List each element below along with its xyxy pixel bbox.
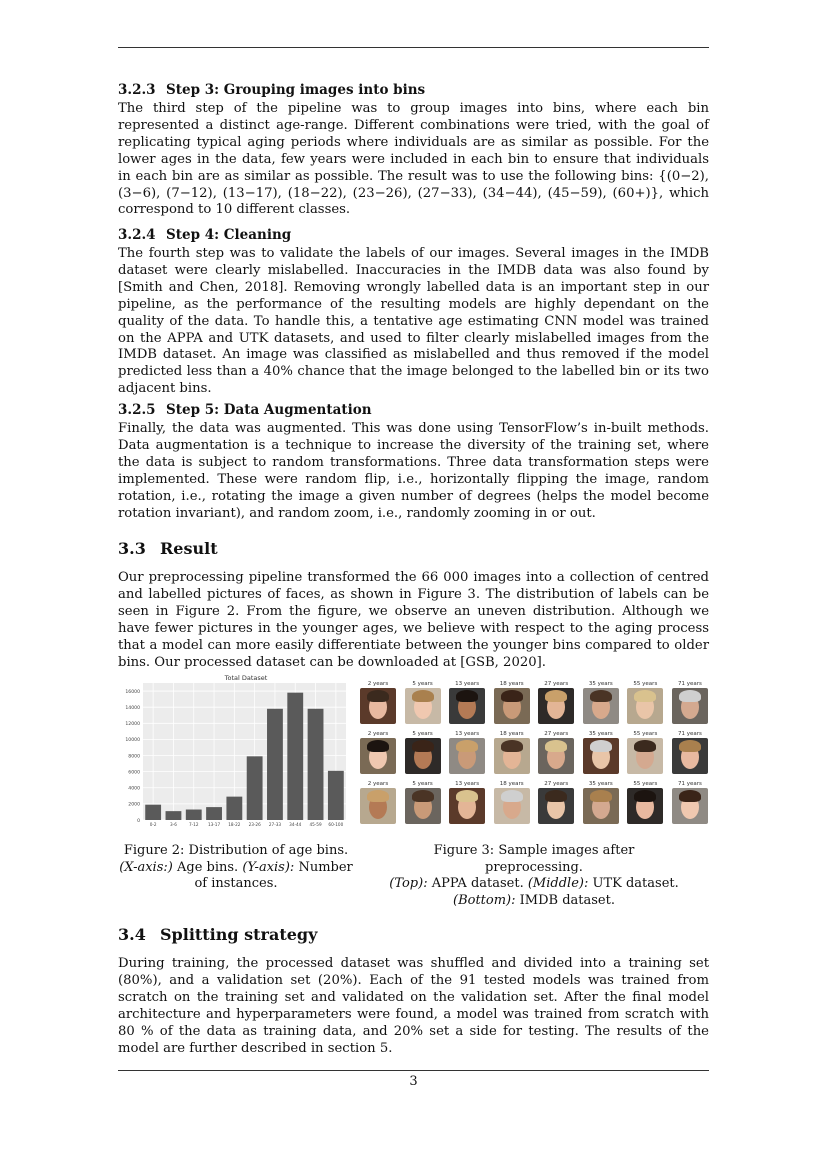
face-sample <box>536 730 576 778</box>
face-sample <box>447 780 487 828</box>
x-tick-label: 34-44 <box>289 822 302 827</box>
section-3-3 <box>118 539 709 671</box>
face-image <box>449 738 485 774</box>
face-image <box>494 738 530 774</box>
section-heading: 3.3 Result <box>118 539 218 558</box>
face-age-label: 35 years <box>588 681 613 687</box>
x-tick-label: 23-26 <box>248 822 261 827</box>
bar <box>287 693 303 820</box>
section-paragraph: The fourth step was to validate the labels of our images. Several images in the IMDB dataset were clearly mislabelled. Inaccuracies in the IMDB data was also found by [Smith and Chen, 2018]. Removing wrongly labelled data is an important step in our pipeline, as the performance of the resulting models are highly dependant on the quality of the data. To handle this, a tentative age estimating CNN model was trained on the APPA and UTK datasets, and used to filter clearly mislabelled images from the IMDB dataset. An image was classified as mislabelled and thus removed if the model predicted less than a 40% chance that the image belonged to the labelled bin or its two adjacent bins. <box>118 246 709 397</box>
face-age-label: 5 years <box>412 781 433 787</box>
face-sample <box>670 680 710 728</box>
face-sample <box>492 680 532 728</box>
face-image <box>405 688 441 724</box>
face-image <box>538 688 574 724</box>
section-3-2-3 <box>118 82 709 219</box>
figure-3-caption: Figure 3: Sample images after preprocessing. (Top): APPA dataset. (Middle): UTK dataset. (Bottom): IMDB dataset. <box>389 843 679 908</box>
face-image <box>405 738 441 774</box>
section-3-4 <box>118 925 709 1057</box>
face-image <box>583 738 619 774</box>
hair-shape <box>367 690 389 702</box>
face-sample <box>403 730 443 778</box>
hair-shape <box>501 690 523 702</box>
face-row <box>358 680 710 728</box>
x-tick-label: 45-59 <box>309 822 322 827</box>
y-tick-label: 8000 <box>128 754 140 760</box>
footer-rule <box>118 1070 709 1071</box>
face-age-label: 2 years <box>367 781 389 787</box>
section-heading: 3.4 Splitting strategy <box>118 925 318 944</box>
y-tick-label: 16000 <box>125 689 140 695</box>
face-image <box>672 688 708 724</box>
face-sample <box>581 730 621 778</box>
face-age-label: 2 years <box>367 681 389 687</box>
section-paragraph: The third step of the pipeline was to group images into bins, where each bin represented a distinct age-range. Different combinations were tried, with the goal of replicating typical aging periods where individuals are as similar as possible. For the lower ages in the data, few years were included in each bin to ensure that individuals in each bin are as similar as possible. The result was to use the following bins: {(0−2), (3−6), (7−12), (13−17), (18−22), (23−26), (27−33), (34−44), (45−59), (60+)}, which correspond to 10 different classes. <box>118 101 709 218</box>
bar <box>247 756 263 820</box>
face-age-label: 71 years <box>677 731 702 737</box>
page-number: 3 <box>409 1074 418 1089</box>
face-image <box>538 738 574 774</box>
face-image <box>405 788 441 824</box>
hair-shape <box>545 790 567 802</box>
face-sample <box>670 780 710 828</box>
y-tick-label: 2000 <box>128 802 140 808</box>
face-sample <box>581 680 621 728</box>
face-row <box>358 730 710 778</box>
face-image <box>583 688 619 724</box>
face-image <box>494 788 530 824</box>
face-sample <box>536 680 576 728</box>
y-tick-label: 14000 <box>125 705 140 711</box>
section-heading: 3.2.4 Step 4: Cleaning <box>118 227 292 243</box>
header-rule <box>118 47 709 48</box>
hair-shape <box>367 740 389 752</box>
hair-shape <box>412 690 434 702</box>
face-image <box>538 788 574 824</box>
face-age-label: 18 years <box>499 781 524 787</box>
face-age-label: 71 years <box>677 781 702 787</box>
x-tick-label: 0-2 <box>149 822 157 827</box>
section-paragraph: During training, the processed dataset was shuffled and divided into a training set (80%), and a validation set (20%). Each of the 91 tested models was trained from scratch on the training set and validated on the validation set. After the final model architecture and hyperparameters were found, a model was trained from scratch with 80 % of the data as training data, and 20% set a side for testing. The results of the model are further described in section 5. <box>118 956 709 1056</box>
face-sample <box>670 730 710 778</box>
hair-shape <box>679 690 701 702</box>
face-image <box>672 788 708 824</box>
hair-shape <box>412 790 434 802</box>
face-age-label: 27 years <box>544 731 569 737</box>
section-heading: 3.2.5 Step 5: Data Augmentation <box>118 402 372 418</box>
face-age-label: 55 years <box>633 681 658 687</box>
face-image <box>449 688 485 724</box>
y-tick-label: 0 <box>137 818 140 824</box>
face-image <box>672 738 708 774</box>
figure-3-sample-images <box>358 680 710 832</box>
face-image <box>449 788 485 824</box>
bar-chart <box>118 672 350 832</box>
section-3-2-4 <box>118 227 709 398</box>
face-sample <box>625 730 665 778</box>
face-age-label: 55 years <box>633 781 658 787</box>
face-sample <box>403 780 443 828</box>
face-age-label: 55 years <box>633 731 658 737</box>
y-tick-label: 4000 <box>128 786 140 792</box>
x-tick-label: 18-22 <box>228 822 241 827</box>
hair-shape <box>412 740 434 752</box>
face-sample <box>358 730 398 778</box>
hair-shape <box>634 690 656 702</box>
face-age-label: 18 years <box>499 681 524 687</box>
face-age-label: 71 years <box>677 681 702 687</box>
face-image <box>627 788 663 824</box>
bar <box>308 709 324 820</box>
x-tick-label: 7-12 <box>188 822 199 827</box>
face-sample <box>536 780 576 828</box>
face-image <box>627 688 663 724</box>
hair-shape <box>456 690 478 702</box>
face-age-label: 13 years <box>455 681 480 687</box>
face-sample <box>358 680 398 728</box>
face-age-label: 27 years <box>544 781 569 787</box>
face-age-label: 35 years <box>588 731 613 737</box>
hair-shape <box>679 740 701 752</box>
x-tick-label: 13-17 <box>207 822 221 827</box>
y-tick-label: 12000 <box>125 722 140 728</box>
section-3-2-5 <box>118 402 709 522</box>
face-image <box>360 688 396 724</box>
bar <box>186 810 202 820</box>
hair-shape <box>679 790 701 802</box>
face-age-label: 18 years <box>499 731 524 737</box>
face-age-label: 27 years <box>544 681 569 687</box>
x-tick-label: 27-33 <box>268 822 282 827</box>
hair-shape <box>634 740 656 752</box>
face-age-label: 35 years <box>588 781 613 787</box>
hair-shape <box>590 790 612 802</box>
section-paragraph: Our preprocessing pipeline transformed the 66 000 images into a collection of centred and labelled pictures of faces, as shown in Figure 3. The distribution of labels can be seen in Figure 2. From the figure, we observe an uneven distribution. Although we have fewer pictures in the younger ages, we believe with respect to the aging process that a model can more easily differentiate between the younger bins compared to older bins. Our processed dataset can be downloaded at [GSB, 2020]. <box>118 570 709 670</box>
hair-shape <box>367 790 389 802</box>
face-sample <box>625 680 665 728</box>
hair-shape <box>545 690 567 702</box>
face-age-label: 5 years <box>412 731 433 737</box>
x-tick-label: 60-100 <box>328 822 344 827</box>
face-sample <box>447 730 487 778</box>
face-row <box>358 780 710 828</box>
face-image <box>360 788 396 824</box>
face-sample <box>492 730 532 778</box>
bar <box>206 807 222 820</box>
section-heading: 3.2.3 Step 3: Grouping images into bins <box>118 82 426 98</box>
bar <box>226 797 242 820</box>
face-image <box>627 738 663 774</box>
face-sample <box>625 780 665 828</box>
hair-shape <box>634 790 656 802</box>
face-sample <box>581 780 621 828</box>
face-sample <box>358 780 398 828</box>
hair-shape <box>456 790 478 802</box>
face-image <box>360 738 396 774</box>
face-age-label: 2 years <box>367 731 389 737</box>
bar <box>267 709 283 820</box>
face-image <box>494 688 530 724</box>
face-image <box>583 788 619 824</box>
figure-2-caption: Figure 2: Distribution of age bins. (X-axis:) Age bins. (Y-axis): Number of instances. <box>119 843 353 891</box>
face-sample <box>492 780 532 828</box>
x-tick-labels <box>150 822 344 827</box>
y-tick-label: 6000 <box>128 770 140 776</box>
hair-shape <box>456 740 478 752</box>
bar <box>145 805 161 820</box>
chart-title: Total Dataset <box>224 674 268 682</box>
face-age-label: 13 years <box>455 731 480 737</box>
x-tick-label: 3-6 <box>170 822 177 827</box>
bar <box>166 811 182 820</box>
hair-shape <box>545 740 567 752</box>
face-age-label: 13 years <box>455 781 480 787</box>
bar <box>328 771 344 820</box>
y-tick-labels <box>125 689 140 824</box>
figure-2-chart <box>118 672 350 832</box>
face-sample <box>403 680 443 728</box>
section-paragraph: Finally, the data was augmented. This was done using TensorFlow’s in-built methods. Data augmentation is a technique to increase the diversity of the training set, where the data is subject to random transformations. Three data transformation steps were implemented. These were random flip, i.e., horizontally flipping the image, random rotation, i.e., rotating the image a given number of degrees (helps the model become rotation invariant), and random zoom, i.e., randomly zooming in or out. <box>118 421 709 521</box>
hair-shape <box>590 740 612 752</box>
hair-shape <box>501 790 523 802</box>
hair-shape <box>501 740 523 752</box>
face-sample <box>447 680 487 728</box>
face-age-label: 5 years <box>412 681 433 687</box>
hair-shape <box>590 690 612 702</box>
y-tick-label: 10000 <box>125 738 140 744</box>
